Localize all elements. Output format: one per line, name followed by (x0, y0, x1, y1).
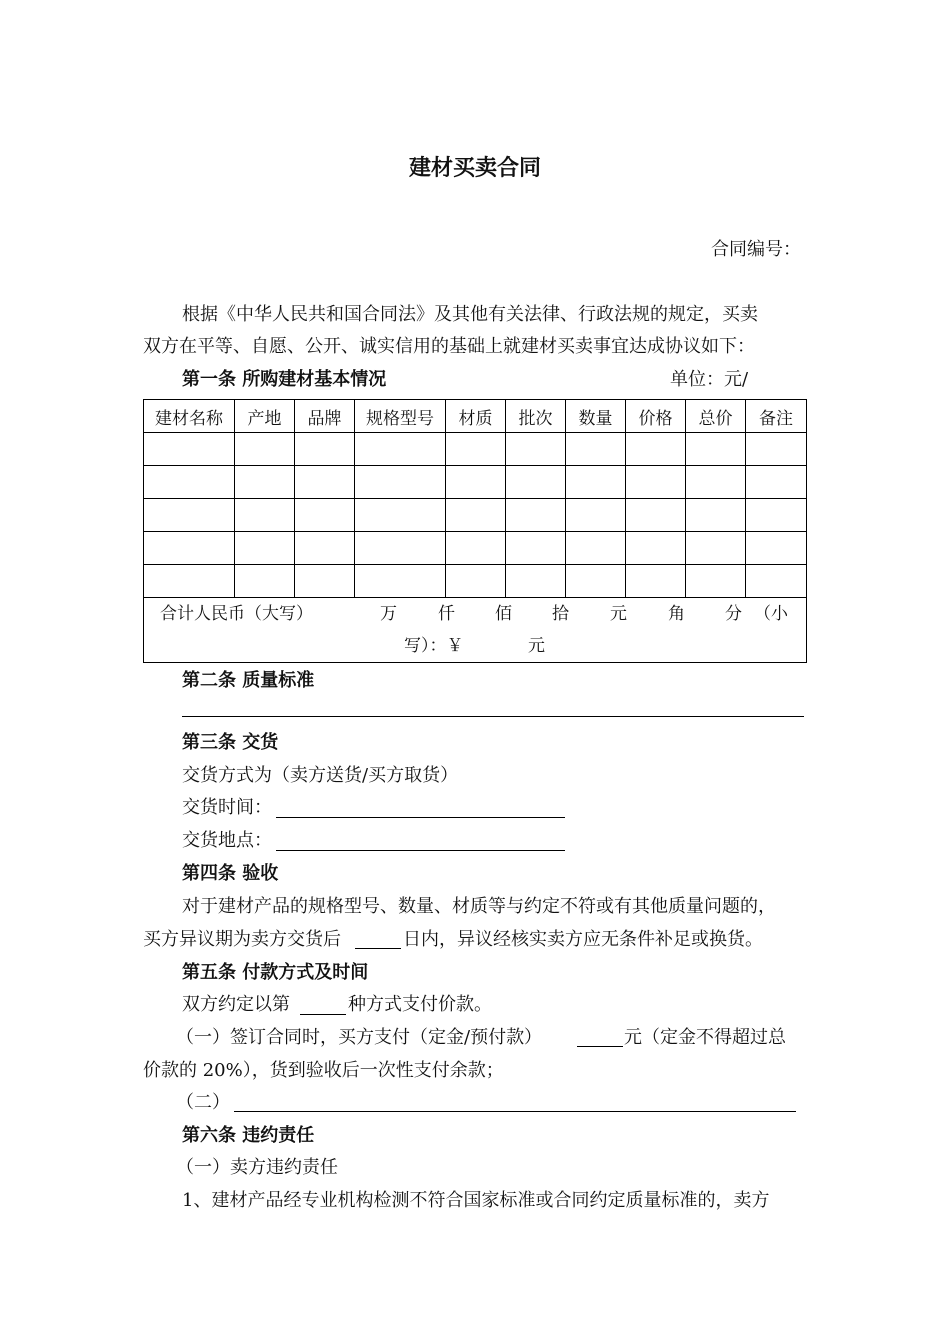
breach-item-1: 1、建材产品经专业机构检测不符合国家标准或合同约定质量标准的，卖方 (182, 1190, 770, 1211)
total-amount-cell (144, 598, 807, 663)
intro-line-2: 双方在平等、自愿、公开、诚实信用的基础上就建材买卖事宜达成协议如下： (143, 336, 755, 357)
table-cell[interactable] (686, 499, 746, 532)
table-cell[interactable] (295, 532, 355, 565)
table-header-cell: 材质 (446, 400, 506, 433)
payment-option-1c: 价款的 20%），货到验收后一次性支付余款； (143, 1060, 504, 1081)
table-header-cell: 规格型号 (355, 400, 446, 433)
table-cell[interactable] (746, 532, 807, 565)
table-header-cell: 总价 (686, 400, 746, 433)
table-cell[interactable] (144, 433, 235, 466)
table-header-cell: 建材名称 (144, 400, 235, 433)
quality-standard-blank[interactable] (182, 716, 804, 717)
table-cell[interactable] (566, 532, 626, 565)
payment-line-1a: 双方约定以第 (182, 994, 290, 1015)
table-cell[interactable] (144, 499, 235, 532)
payment-method-blank[interactable] (300, 1014, 346, 1015)
table-header-cell: 产地 (235, 400, 295, 433)
unit-yuan: 元 (610, 604, 627, 624)
table-cell[interactable] (746, 565, 807, 598)
article-4-heading: 第四条 验收 (182, 863, 279, 884)
table-cell[interactable] (506, 433, 566, 466)
table-cell[interactable] (746, 433, 807, 466)
delivery-place-blank[interactable] (276, 850, 565, 851)
contract-number-label: 合同编号： (711, 239, 801, 260)
table-cell[interactable] (355, 499, 446, 532)
table-cell[interactable] (446, 433, 506, 466)
payment-option-2: （二） (176, 1092, 230, 1113)
delivery-time-blank[interactable] (276, 817, 565, 818)
table-cell[interactable] (626, 565, 686, 598)
article-3-heading: 第三条 交货 (182, 732, 279, 753)
table-cell[interactable] (626, 499, 686, 532)
table-cell[interactable] (566, 565, 626, 598)
table-cell[interactable] (746, 499, 807, 532)
table-cell[interactable] (144, 532, 235, 565)
unit-wan: 万 (380, 604, 397, 624)
table-cell[interactable] (506, 565, 566, 598)
table-cell[interactable] (235, 499, 295, 532)
table-cell[interactable] (144, 466, 235, 499)
payment-option-2-blank[interactable] (234, 1111, 796, 1112)
table-cell[interactable] (355, 433, 446, 466)
deposit-amount-blank[interactable] (577, 1046, 623, 1047)
intro-line-1: 根据《中华人民共和国合同法》及其他有关法律、行政法规的规定，买卖 (182, 304, 758, 325)
table-cell[interactable] (355, 532, 446, 565)
table-header-cell: 备注 (746, 400, 807, 433)
materials-table (143, 399, 807, 663)
table-cell[interactable] (566, 499, 626, 532)
table-cell[interactable] (506, 466, 566, 499)
table-cell[interactable] (686, 532, 746, 565)
table-cell[interactable] (235, 565, 295, 598)
unit-label: 单位：元/ (670, 369, 749, 390)
table-cell[interactable] (144, 565, 235, 598)
table-header-cell: 品牌 (295, 400, 355, 433)
article-6-heading: 第六条 违约责任 (182, 1125, 315, 1146)
objection-days-blank[interactable] (355, 948, 401, 949)
table-header-cell: 价格 (626, 400, 686, 433)
table-cell[interactable] (626, 532, 686, 565)
unit-bai: 佰 (495, 604, 512, 624)
table-cell[interactable] (566, 466, 626, 499)
table-cell[interactable] (626, 466, 686, 499)
article-1-heading: 第一条 所购建材基本情况 (182, 369, 387, 390)
table-cell[interactable] (566, 433, 626, 466)
table-row (144, 499, 807, 532)
table-cell[interactable] (506, 499, 566, 532)
small-amount-label: 写）：￥ (404, 636, 464, 656)
table-cell[interactable] (446, 565, 506, 598)
payment-option-1b: 元（定金不得超过总 (624, 1027, 786, 1048)
delivery-time-label: 交货时间： (182, 797, 272, 818)
table-cell[interactable] (626, 433, 686, 466)
article-2-heading: 第二条 质量标准 (182, 670, 315, 691)
table-row (144, 466, 807, 499)
table-cell[interactable] (355, 565, 446, 598)
table-cell[interactable] (295, 433, 355, 466)
table-cell[interactable] (355, 466, 446, 499)
seller-breach-heading: （一）卖方违约责任 (176, 1157, 338, 1178)
small-amount-open: （小 (754, 604, 788, 624)
document-title: 建材买卖合同 (408, 156, 541, 181)
total-label: 合计人民币（大写） (160, 604, 313, 624)
table-header-cell: 数量 (566, 400, 626, 433)
table-cell[interactable] (686, 433, 746, 466)
table-cell[interactable] (235, 532, 295, 565)
payment-option-1a: （一）签订合同时，买方支付（定金/预付款） (176, 1027, 543, 1048)
unit-fen: 分 (725, 604, 742, 624)
unit-jiao: 角 (668, 604, 685, 624)
table-cell[interactable] (295, 565, 355, 598)
inspection-line-1: 对于建材产品的规格型号、数量、材质等与约定不符或有其他质量问题的， (182, 896, 776, 917)
table-header-cell: 批次 (506, 400, 566, 433)
table-cell[interactable] (295, 499, 355, 532)
inspection-line-2a: 买方异议期为卖方交货后 (143, 929, 341, 950)
table-cell[interactable] (446, 499, 506, 532)
inspection-line-2b: 日内，异议经核实卖方应无条件补足或换货。 (403, 929, 763, 950)
delivery-method: 交货方式为（卖方送货/买方取货） (182, 765, 459, 786)
table-cell[interactable] (446, 466, 506, 499)
table-cell[interactable] (686, 466, 746, 499)
table-row (144, 532, 807, 565)
unit-qian: 仟 (438, 604, 455, 624)
delivery-place-label: 交货地点： (182, 830, 272, 851)
table-header-row (144, 400, 807, 433)
unit-shi: 拾 (552, 604, 569, 624)
payment-line-1b: 种方式支付价款。 (348, 994, 492, 1015)
article-5-heading: 第五条 付款方式及时间 (182, 962, 369, 983)
table-row (144, 565, 807, 598)
small-amount-unit: 元 (528, 636, 545, 656)
table-cell[interactable] (235, 433, 295, 466)
table-cell[interactable] (295, 466, 355, 499)
table-row (144, 433, 807, 466)
table-cell[interactable] (506, 532, 566, 565)
table-cell[interactable] (686, 565, 746, 598)
table-cell[interactable] (446, 532, 506, 565)
table-cell[interactable] (235, 466, 295, 499)
table-cell[interactable] (746, 466, 807, 499)
table-total-row (144, 598, 807, 663)
